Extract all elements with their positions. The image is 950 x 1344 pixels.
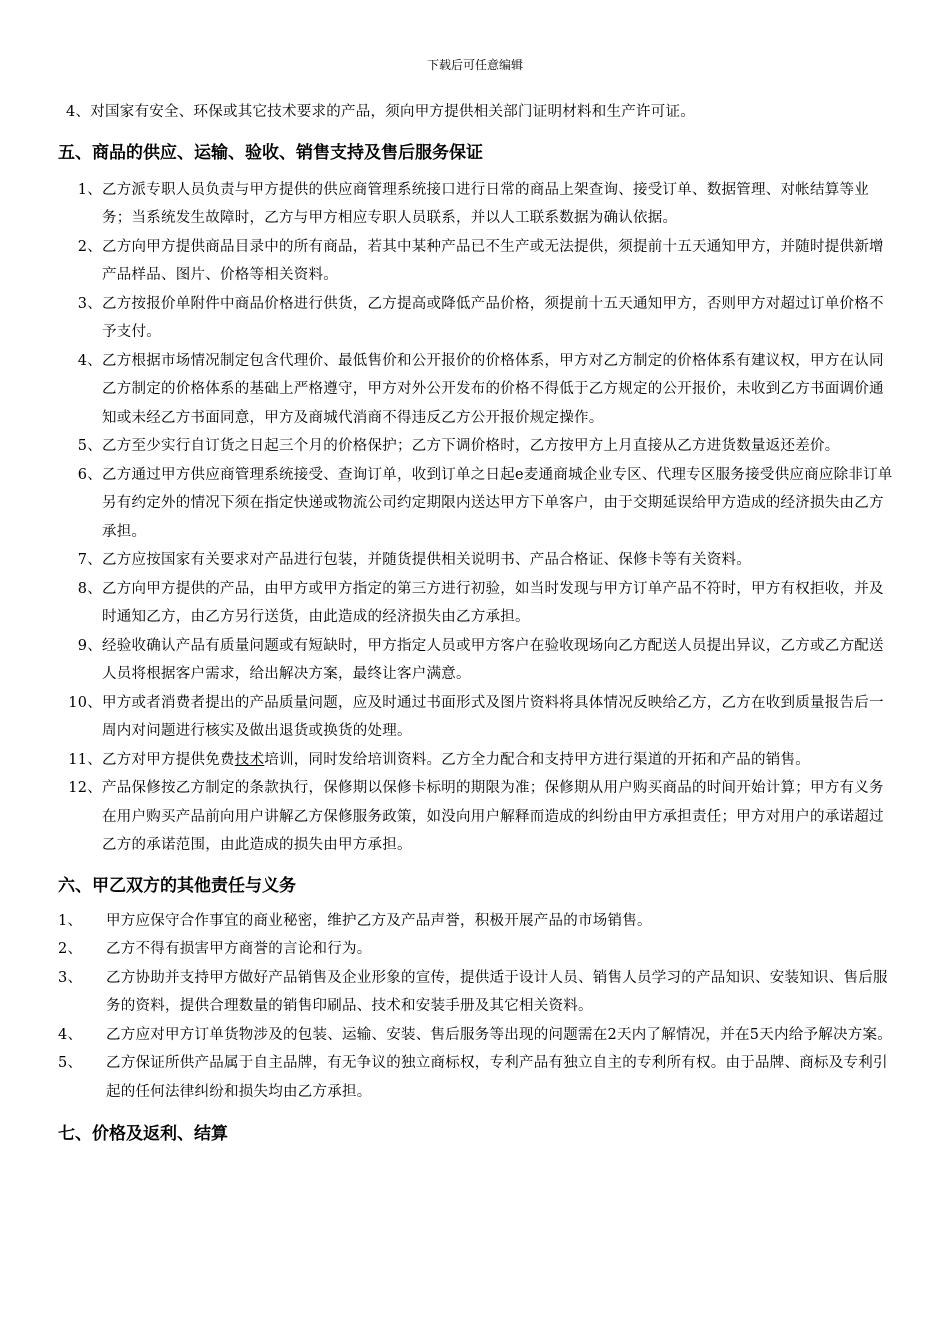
- item-number: 7、: [77, 552, 102, 568]
- list-item: [58, 1049, 898, 1106]
- item-text: 产品保修按乙方制定的条款执行，保修期以保修卡标明的期限为准；保修期从用户购买商品的时间开始计算；甲方有义务在用户购买产品前向用户讲解乙方保修服务政策，如没向用户解释而造成的纠纷由甲方承担责任；甲方对用户的承诺超过乙方的承诺范围，由此造成的损失由甲方承担。: [102, 780, 884, 853]
- item-number: 4、: [77, 352, 102, 369]
- item-number: 5、: [77, 438, 102, 454]
- item-number: 5、: [58, 1055, 83, 1071]
- list-item: [58, 575, 898, 632]
- item-text: 乙方应对甲方订单货物涉及的包装、运输、安装、售后服务等出现的问题需在2天内了解情况，并在5天内给予解决方案。: [106, 1026, 892, 1043]
- list-item: [58, 347, 898, 433]
- item-text: 乙方应按国家有关要求对产品进行包装，并随货提供相关说明书、产品合格证、保修卡等有关资料。: [102, 552, 751, 568]
- list-item: [58, 935, 898, 964]
- item-number: 9、: [77, 637, 102, 654]
- item-text: 乙方向甲方提供的产品，由甲方或甲方指定的第三方进行初验，如当时发现与甲方订单产品不符时，甲方有权拒收，并及时通知乙方，由乙方另行送货，由此造成的经济损失由乙方承担。: [102, 580, 884, 625]
- item-text: 经验收确认产品有质量问题或有短缺时，甲方指定人员或甲方客户在验收现场向乙方配送人员提出异议，乙方或乙方配送人员将根据客户需求，给出解决方案，最终让客户满意。: [102, 637, 884, 682]
- item-text: 乙方协助并支持甲方做好产品销售及企业形象的宣传，提供适于设计人员、销售人员学习的产品知识、安装知识、售后服务的资料，提供合理数量的销售印刷品、技术和安装手册及其它相关资料。: [106, 969, 888, 1014]
- list-item: [58, 233, 898, 290]
- list-item: [58, 907, 898, 936]
- list-item: [58, 689, 898, 746]
- item-number: 11、: [68, 751, 102, 768]
- item-number: 12、: [68, 780, 102, 796]
- item-text: 乙方按报价单附件中商品价格进行供货，乙方提高或降低产品价格，须提前十五天通知甲方，否则甲方对超过订单价格不予支付。: [102, 295, 884, 340]
- item-number: 2、: [77, 238, 102, 255]
- item-number: 6、: [77, 466, 102, 483]
- item-text-part: 乙方对甲方提供免费: [102, 751, 235, 768]
- item-text: 乙方根据市场情况制定包含代理价、最低售价和公开报价的价格体系，甲方对乙方制定的价格体系有建议权，甲方在认同乙方制定的价格体系的基础上严格遵守，甲方对外公开发布的价格不得低于乙方规定的公开报价，未收到乙方书面调价通知或未经乙方书面同意，甲方及商城代消商不得违反乙方公开报价规定操作。: [102, 352, 884, 426]
- item-text-part: 培训，同时发给培训资料。乙方全力配合和支持甲方进行渠道的开拓和产品的销售。: [264, 751, 810, 768]
- list-item: [58, 746, 898, 775]
- item-number: 8、: [77, 580, 102, 597]
- list-item: [58, 176, 898, 233]
- item-text: 乙方派专职人员负责与甲方提供的供应商管理系统接口进行日常的商品上架查询、接受订单、数据管理、对帐结算等业务；当系统发生故障时，乙方与甲方相应专职人员联系，并以人工联系数据为确认依据。: [102, 181, 869, 226]
- item-text: 乙方保证所供产品属于自主品牌，有无争议的独立商标权，专利产品有独立自主的专利所有权。由于品牌、商标及专利引起的任何法律纠纷和损失均由乙方承担。: [106, 1055, 888, 1100]
- section-5-title: 五、商品的供应、运输、验收、销售支持及售后服务保证: [58, 142, 483, 163]
- item-number: 3、: [58, 969, 83, 986]
- item-number: 2、: [58, 941, 83, 957]
- item-number: 1、: [58, 912, 83, 929]
- item-number: 4、: [58, 1026, 83, 1043]
- page-header: 下载后可任意编辑: [426, 58, 523, 72]
- item-text: 乙方通过甲方供应商管理系统接受、查询订单，收到订单之日起e麦通商城企业专区、代理专区服务接受供应商应除非订单另有约定外的情况下须在指定快递或物流公司约定期限内送达甲方下单客户，由于交期延误给甲方造成的经济损失由乙方承担。: [102, 466, 893, 540]
- item-number: 1、: [77, 181, 102, 198]
- item-text: [102, 746, 898, 775]
- item-number: 10、: [68, 694, 102, 711]
- item-text: 乙方不得有损害甲方商誉的言论和行为。: [106, 941, 372, 957]
- list-item: [58, 964, 898, 1021]
- section-5-list: [58, 176, 898, 860]
- list-item: [58, 290, 898, 347]
- item-text: 乙方向甲方提供商品目录中的所有商品，若其中某种产品已不生产或无法提供，须提前十五天通知甲方，并随时提供新增产品样品、图片、价格等相关资料。: [102, 238, 884, 283]
- item-number: 3、: [77, 295, 102, 312]
- section-6-title: 六、甲乙双方的其他责任与义务: [58, 875, 296, 896]
- underlined-term: 技术: [234, 751, 265, 768]
- list-item: [58, 1021, 898, 1050]
- intro-item: 4、对国家有安全、环保或其它技术要求的产品，须向甲方提供相关部门证明材料和生产许可证。: [66, 104, 695, 120]
- list-item: [58, 774, 898, 860]
- list-item: [58, 632, 898, 689]
- section-7-title: 七、价格及返利、结算: [58, 1124, 228, 1144]
- list-item: [58, 432, 898, 461]
- section-6-list: [58, 907, 898, 1107]
- document-body: [58, 98, 898, 1146]
- item-text: 乙方至少实行自订货之日起三个月的价格保护；乙方下调价格时，乙方按甲方上月直接从乙方进货数量返还差价。: [102, 438, 840, 454]
- item-text: 甲方或者消费者提出的产品质量问题，应及时通过书面形式及图片资料将具体情况反映给乙方，乙方在收到质量报告后一周内对问题进行核实及做出退货或换货的处理。: [102, 694, 884, 739]
- item-text: 甲方应保守合作事宜的商业秘密，维护乙方及产品声誉，积极开展产品的市场销售。: [106, 912, 652, 929]
- list-item: [58, 461, 898, 547]
- list-item: [58, 546, 898, 575]
